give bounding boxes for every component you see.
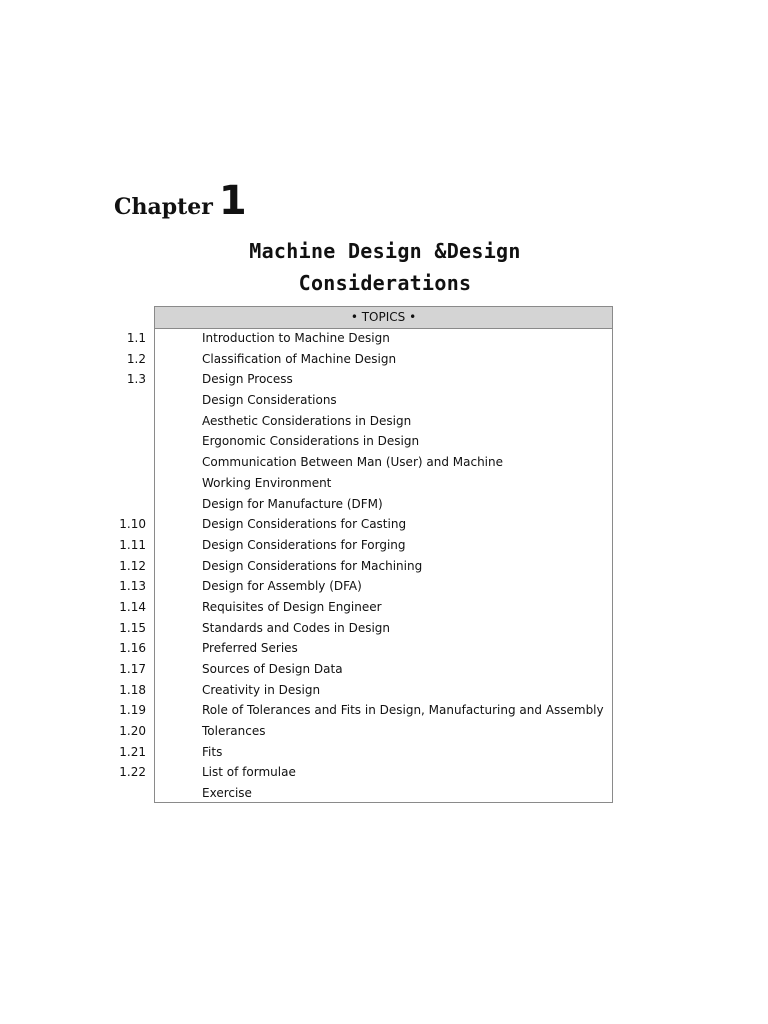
toc-entry-number: 1.11: [119, 537, 146, 552]
toc-entry-title: Fits: [202, 744, 223, 759]
chapter-heading: [114, 178, 247, 224]
toc-entry: [0, 742, 768, 763]
toc-entry-title: Preferred Series: [202, 641, 298, 656]
toc-entry-number: 1.17: [119, 662, 146, 676]
toc-entry-number: 1.15: [119, 620, 146, 635]
toc-entry-number: 1.3: [126, 372, 146, 387]
chapter-title: [200, 235, 570, 299]
toc-entry-number: 1.18: [119, 682, 146, 697]
toc-entry-title: Classification of Machine Design: [202, 351, 397, 366]
toc-entry-title: Design for Assembly (DFA): [202, 579, 362, 594]
toc-entry-number: 1.1: [126, 331, 146, 345]
toc-entry-title: Role of Tolerances and Fits in Design, Manufacturing and Assembly: [202, 703, 604, 718]
toc-entry-number: 1.19: [119, 703, 146, 718]
toc-entry-title: Tolerances: [202, 724, 266, 739]
toc-entry-number: 1.21: [119, 744, 146, 759]
toc-entry-title: Design Considerations for Machining: [202, 558, 423, 573]
topics-header: • TOPICS •: [155, 307, 612, 329]
toc-entry: [0, 431, 768, 452]
toc-entry-title: Design Process: [202, 372, 293, 387]
toc-entry: [0, 597, 768, 618]
toc-entry-title: Design Considerations for Forging: [202, 537, 406, 552]
toc-entry: [0, 576, 768, 597]
toc-entry-number: 1.22: [119, 765, 146, 780]
toc-entry-number: 1.16: [119, 641, 146, 656]
toc-entry-number: 1.12: [119, 558, 146, 573]
toc-entry: [0, 349, 768, 370]
toc-entry-number: 1.2: [126, 351, 146, 366]
toc-entry-title: Communication Between Man (User) and Machine: [202, 455, 503, 470]
toc-entry-title: Requisites of Design Engineer: [202, 599, 382, 614]
toc-entry-title: Standards and Codes in Design: [202, 620, 391, 635]
toc-entry: [0, 762, 768, 783]
toc-entry: [0, 721, 768, 742]
toc-entry-title: Introduction to Machine Design: [202, 331, 390, 345]
toc-entry: [0, 700, 768, 721]
toc-entry: [0, 535, 768, 556]
toc-entry-title: Design Considerations for Casting: [202, 517, 407, 532]
toc-entry-title: Sources of Design Data: [202, 662, 343, 676]
toc-entry-number: 1.20: [119, 724, 146, 739]
toc-entry-title: Design for Manufacture (DFM): [202, 496, 383, 511]
toc-entry: [0, 680, 768, 701]
toc-entry: [0, 452, 768, 473]
toc-entry: [0, 369, 768, 390]
toc-entry: [0, 411, 768, 432]
chapter-number: 1: [218, 178, 247, 224]
toc-entry: [0, 618, 768, 639]
toc-entry-title: List of formulae: [202, 765, 296, 780]
toc-entry-number: 1.13: [119, 579, 146, 594]
toc-entry-title: Exercise: [202, 786, 252, 801]
toc-entry: [0, 638, 768, 659]
toc-entry-title: Working Environment: [202, 475, 332, 490]
toc-entry: [0, 390, 768, 411]
toc-entry-title: Creativity in Design: [202, 682, 321, 697]
table-of-contents: [0, 328, 768, 804]
toc-entry: [0, 514, 768, 535]
toc-entry: [0, 494, 768, 515]
chapter-label: Chapter: [114, 194, 213, 220]
toc-entry: [0, 783, 768, 804]
toc-entry-number: 1.14: [119, 599, 146, 614]
toc-entry-title: Ergonomic Considerations in Design: [202, 434, 420, 449]
toc-entry: [0, 328, 768, 349]
toc-entry-title: Design Considerations: [202, 393, 337, 408]
toc-entry: [0, 473, 768, 494]
toc-entry-title: Aesthetic Considerations in Design: [202, 413, 412, 428]
toc-entry: [0, 659, 768, 680]
toc-entry: [0, 556, 768, 577]
chapter-title-line-2: Considerations: [298, 271, 472, 295]
chapter-title-line-1: Machine Design &Design: [249, 239, 521, 263]
toc-entry-number: 1.10: [119, 517, 146, 532]
